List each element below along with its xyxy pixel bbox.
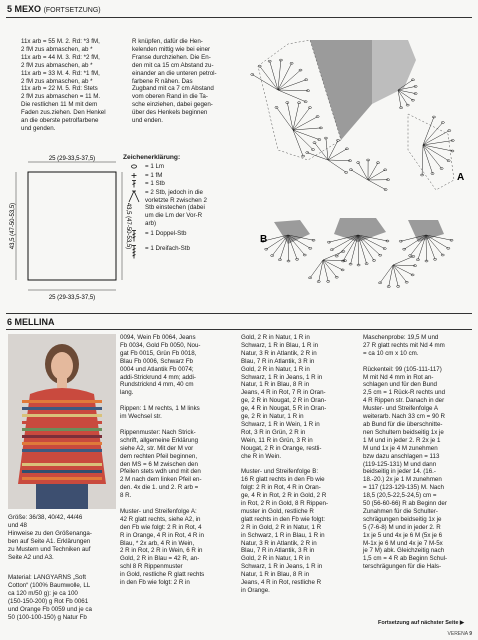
instruction-col-1: 11x arb = 55 M. 2. Rd: *3 fM, 2 fM zus abmaschen, ab * 11x arb = 44 M. 3. Rd: *2 fM, 2 fM zus abmaschen, ab * 11x arb = 33 M. 4. Rd: *1 fM, 2 fM zus abmaschen, ab * 11x arb = 22 M. 5. Rd: Stets 2 fM zus abmaschen = 11 M. Die restlichen 11 M mit dem Faden zus.ziehen. Den Henkel an die oberste petrolfarbene und genden. bbox=[21, 38, 106, 132]
crochet-chart bbox=[248, 30, 470, 298]
chart-stitch bbox=[368, 163, 378, 180]
chart-stitch bbox=[351, 170, 368, 180]
chart-chain bbox=[345, 171, 348, 173]
chart-stitch bbox=[423, 145, 449, 161]
chart-stitch bbox=[293, 130, 319, 140]
chart-chain bbox=[302, 155, 305, 157]
model-photo bbox=[8, 334, 116, 509]
section-header-mexo: 5 MEXO (FORTSETZUNG) bbox=[7, 4, 101, 14]
chart-chain bbox=[251, 74, 254, 76]
chart-part-b bbox=[260, 218, 453, 288]
chart-chain bbox=[311, 149, 314, 151]
legend-label: = 1 Doppel-Stb bbox=[145, 230, 187, 238]
chart-chain bbox=[304, 101, 307, 103]
chart-stitch bbox=[426, 235, 448, 248]
legend-title: Zeichenerklärung: bbox=[123, 154, 181, 161]
chart-stitch bbox=[422, 145, 423, 175]
chart-stitch bbox=[323, 251, 343, 260]
stitch-legend bbox=[123, 154, 231, 260]
chart-part-a bbox=[251, 40, 465, 191]
chart-chain bbox=[399, 240, 402, 242]
chart-stitch bbox=[293, 117, 318, 130]
chart-chain bbox=[405, 281, 408, 283]
section-rule bbox=[6, 313, 472, 314]
legend-row bbox=[123, 245, 231, 259]
double-crochet-icon bbox=[123, 180, 145, 188]
chart-label-b: B bbox=[260, 234, 268, 245]
chart-stitch bbox=[423, 145, 442, 169]
bag-schema bbox=[6, 150, 130, 300]
sizes-text: Größe: 36/38, 40/42, 44/46 und 48 Hinweise zu den Größenanga- ben auf Seite A1. Erklärungen zu Mustern und Techniken auf Seite A2 und A3. bbox=[8, 514, 92, 561]
sweater-stripe bbox=[22, 428, 102, 431]
triple-treble-icon bbox=[123, 245, 145, 259]
chart-chain bbox=[335, 276, 338, 278]
chart-chain bbox=[403, 248, 406, 250]
chart-chain bbox=[305, 79, 308, 81]
chart-chain bbox=[303, 254, 306, 256]
schema-bottom-label: 25 (29-33,5-37,5) bbox=[48, 295, 96, 301]
chart-stitch bbox=[278, 70, 301, 90]
chart-stitch bbox=[393, 256, 413, 265]
chart-chain bbox=[316, 116, 319, 118]
treble-icon bbox=[123, 230, 145, 242]
chart-stitch bbox=[278, 90, 308, 91]
chart-chain bbox=[330, 249, 333, 251]
chart-stitch bbox=[278, 90, 306, 102]
sweater-stripe bbox=[22, 421, 102, 424]
section-rule-2 bbox=[6, 329, 472, 330]
chart-chain bbox=[327, 241, 330, 243]
chart-stitch bbox=[404, 235, 426, 249]
sweater-stripe bbox=[22, 463, 102, 466]
sweater-stripe bbox=[22, 456, 102, 459]
chart-stitch bbox=[423, 123, 443, 146]
sweater-stripe bbox=[22, 435, 102, 438]
chart-stitch bbox=[293, 130, 313, 150]
magazine-name: VERENA bbox=[447, 631, 468, 637]
section-subtitle: (FORTSETZUNG) bbox=[43, 7, 101, 14]
sweater-stripe bbox=[22, 442, 102, 445]
legend-row bbox=[123, 163, 231, 171]
chart-shape-a-dark bbox=[310, 40, 372, 140]
dc2tog-icon bbox=[123, 189, 145, 203]
single-crochet-icon bbox=[123, 172, 145, 179]
page-footer bbox=[448, 631, 472, 637]
legend-label: = 1 fM bbox=[145, 171, 163, 179]
chart-chain bbox=[409, 255, 412, 257]
chart-stitch bbox=[323, 260, 343, 270]
chart-stitch bbox=[358, 163, 368, 180]
continue-note: Fortsetzung auf nächster Seite ▶ bbox=[378, 620, 465, 626]
legend-row bbox=[123, 230, 231, 242]
sweater-stripe bbox=[22, 414, 102, 417]
legend-label: = 1 Lm bbox=[145, 163, 165, 170]
chart-chain bbox=[341, 269, 344, 271]
header-rule bbox=[6, 17, 472, 18]
chart-shape-a-light bbox=[372, 40, 416, 104]
chart-stitch bbox=[328, 160, 350, 161]
legend-label: = 2 Stb, jedoch in die vorletzte R zwischen 2 Stb einstechen (dabei um die Lm der Vor-R arb) bbox=[145, 189, 207, 227]
instructions-col-a: 0094, Wein Fb 0064, Jeans Fb 0034, Gold Fb 0050, Nou- gat Fb 0015, Grün Fb 0018, Blau Fb 0006, Schwarz Fb 0004 und Atlantik Fb 0074; addi-Strickrund 4 mm; addi- Rundstricknd 4 mm, 40 cm lang. Rippen: 1 M rechts, 1 M links im Wechsel str. Rippenmuster: Nach Strick- schrift, allgemeine Erklärung siehe A2, str. Mit der M vor dem rechten Pfeil beginnen, den MS = 6 M zwischen den Pfeilen stets wdh und mit den 2 M nach dem linken Pfeil en- den. 4x die 1. und 2. R arb = 8 R. Muster- und Streifenfolge A: 42 R glatt rechts, siehe A2, in den Fb wie folgt: 2 R in Rot, 4 R in Orange, 4 R in Rot, 4 R in Blau, * 2x arb, 4 R in Wein, 2 R in Rot, 2 R in Wein, 6 R in Gold, 2 R in Blau = 42 R, an- schl 8 R Rippenmuster in Gold, restliche R glatt rechts in den Fb wie folgt: 2 R in bbox=[120, 334, 205, 587]
legend-label: = 1 Stb bbox=[145, 180, 165, 188]
legend-row bbox=[123, 172, 231, 180]
schema-right-label: 43,5 (47-50-53,5) bbox=[125, 202, 131, 250]
sweater-stripe bbox=[22, 407, 102, 410]
chart-chain bbox=[349, 169, 352, 171]
material-text: Material: LANGYARNS „Soft Cotton“ (100% Baumwolle, LL ca 120 m/50 g): je ca 100 (150-150-200) g Rot Fb 0061 und Orange Fb 0059 und je ca 50 (100-100-150) g Natur Fb bbox=[8, 574, 92, 621]
chart-stitch bbox=[280, 235, 288, 260]
chain-stitch-icon bbox=[123, 163, 145, 170]
chart-stitch bbox=[293, 128, 321, 130]
chart-stitch bbox=[266, 235, 288, 249]
chart-label-a: A bbox=[457, 172, 465, 183]
chart-chain bbox=[306, 152, 309, 154]
section-header-mellina: 6 MELLINA bbox=[7, 317, 55, 327]
schema-top-label: 25 (29-33,5-37,5) bbox=[48, 156, 96, 162]
chart-stitch bbox=[423, 145, 433, 174]
chart-stitch bbox=[260, 66, 278, 90]
sweater-stripe bbox=[22, 449, 102, 452]
chart-stitch bbox=[328, 160, 346, 172]
instruction-col-2: R knüpfen, dafür die Hen- kelenden mittig wie bei einer Franse durchziehen. Die En- den mit ca 15 cm Abstand zu- einander an die unteren petrol- farbene R nähen. Das Zugband mit ca 7 cm Abstand vom oberen Rand in die Ta- sche einziehen, dabei gegen- über des Henkels beginnen und enden. bbox=[132, 38, 217, 125]
chart-chain bbox=[336, 139, 339, 141]
sweater-stripe bbox=[22, 470, 102, 473]
instructions-col-b: Gold, 2 R in Natur, 1 R in Schwarz, 1 R in Blau, 1 R in Natur, 3 R in Atlantik, 2 R in Blau, 7 R in Atlantik, 3 R in Gold, 2 R in Natur, 1 R in Schwarz, 1 R in Jeans, 1 R in Natur, 1 R in Blau, 8 R in Jeans, 4 R in Rot, 7 R in Oran- ge, 2 R in Nougat, 2 R in Oran- ge, 4 R in Nougat, 5 R in Oran- ge, 2 R in Natur, 1 R in Schwarz, 1 R in Wein, 1 R in Rot, 3 R in Grün, 2 R in Wein, 11 R in Grün, 3 R in Nougat, 2 R in Orange, restli- che R in Wein. Muster- und Streifenfolge B: 16 R glatt rechts in den Fb wie folgt: 2 R in Rot, 4 R in Oran- ge, 4 R in Rot, 2 R in Gold, 2 R in Rot, 2 R in Gold, 8 R Rippen- muster in Gold, restliche R glatt rechts in den Fb wie folgt: 2 R in Gold, 2 R in Natur, 1 R in Schwarz, 1 R in Blau, 1 R in Natur, 3 R in Atlantik, 2 R in Blau, 7 R in Atlantik, 3 R in Gold, 2 R in Natur, 1 R in Schwarz, 1 R in Jeans, 1 R in Natur, 1 R in Blau, 8 R in Jeans, 4 R in Rot, restliche R in Orange. bbox=[241, 334, 329, 594]
sweater-stripe bbox=[22, 477, 102, 480]
schema-left-label: 43,5 (47-50-53,5) bbox=[10, 202, 16, 250]
chart-stitch bbox=[423, 117, 434, 145]
instructions-col-c: Maschenprobe: 19,5 M und 27 R glatt rechts mit Nd 4 mm = ca 10 cm x 10 cm. Rückenteil: 99 (105-111-117) M mit Nd 4 mm in Rot an- schlagen und für den Bund 2,5 cm = 1 Rück-R rechts und 4 R Rippen str. Danach in der Muster- und Streifenfolge A weiterarb. Nach 33 cm = 90 R ab Bund für die überschnitte- nen Schultern beidseitig 1x je 1 M und in jeder 2. R 2x je 1 M und 1x je 4 M zunehmen bzw dazu anschlagen = 113 (119-125-131) M und dann beidseitig in jeder 14. (16.- 18.-20.) 2x je 1 M zunehmen = 117 (123-129-135) M. Nach 18,5 (20,5-22,5-24,5) cm = 50 (56-60-66) R ab Beginn der Zunahmen für die Schulter- schrägungen beidseitig 1x je 5 (7-6-8) M und in jeder 2. R 1x je 5 und 4x je 6 M (5x je 6 M-1x je 6 M und 4x je 7 M-5x je 7 M) abk. Gleichzeitig nach 1,5 cm = 4 R ab Beginn Schul- terschrägungen für die Hals- bbox=[363, 334, 448, 571]
sweater-stripe bbox=[22, 400, 102, 403]
chart-stitch bbox=[393, 265, 413, 275]
chart-stitch bbox=[293, 130, 303, 156]
chart-stitch bbox=[393, 265, 415, 266]
chart-stitch bbox=[368, 170, 385, 180]
chart-fan-right bbox=[408, 114, 454, 190]
chart-stitch bbox=[426, 235, 435, 259]
legend-row bbox=[123, 180, 231, 188]
legend-row bbox=[123, 189, 231, 227]
legend-label: = 1 Dreifach-Stb bbox=[145, 245, 190, 253]
page-number: 9 bbox=[469, 631, 472, 637]
chart-stitch bbox=[423, 145, 452, 151]
chart-chain bbox=[290, 62, 293, 64]
chart-stitch bbox=[368, 180, 386, 190]
